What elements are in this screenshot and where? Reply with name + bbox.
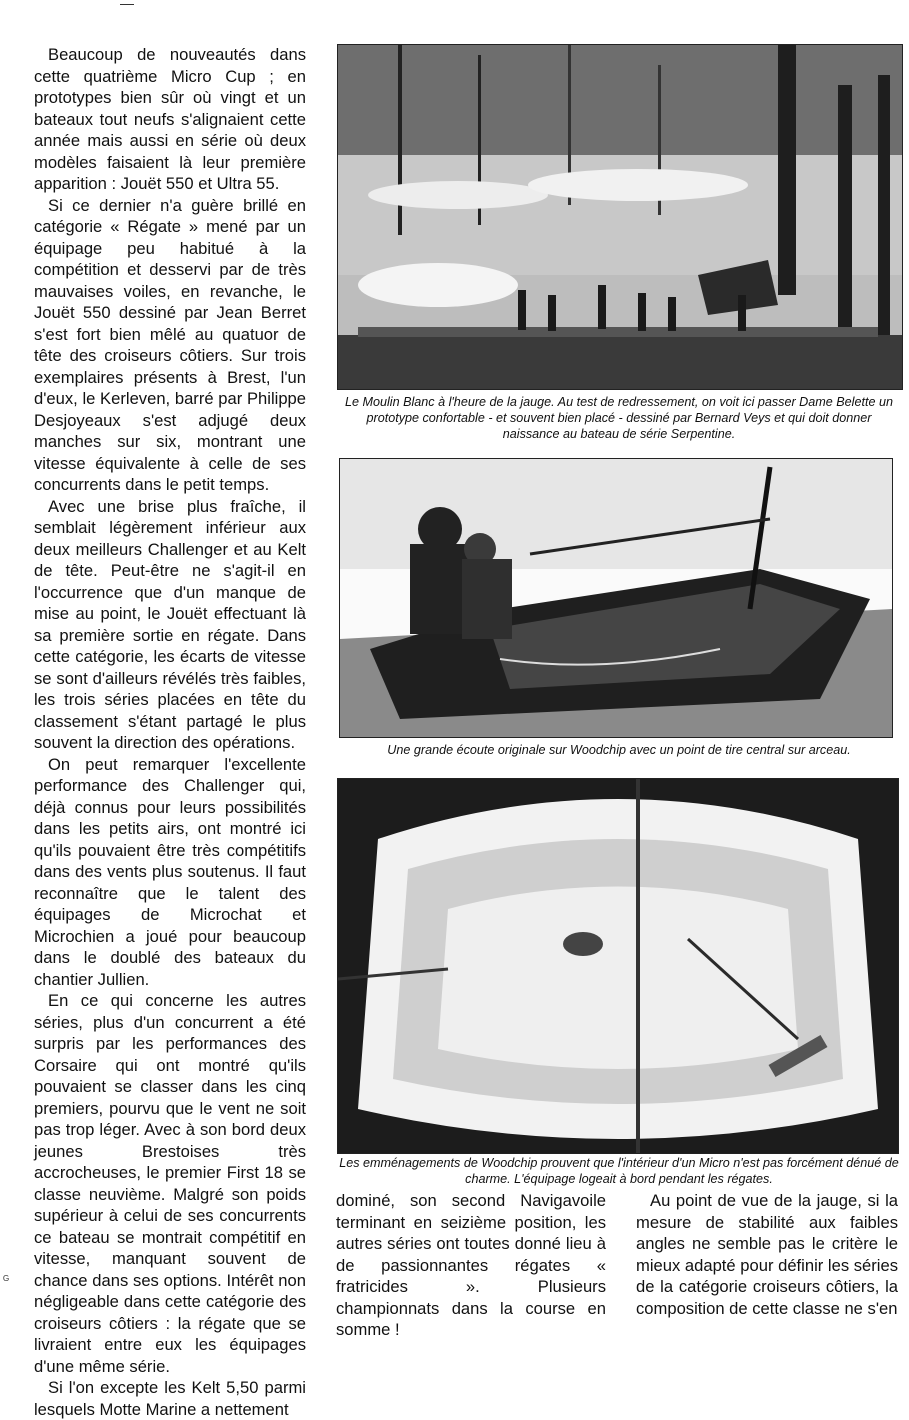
woodchip-interior-photo (337, 778, 899, 1154)
photo-caption: Les emménagements de Woodchip prouvent que l'intérieur d'un Micro n'est pas forcément dénué de charme. L'équipage logeait à bord pendant les régates. (339, 1156, 899, 1186)
right-bottom-text-column (636, 1190, 898, 1319)
page-edge-mark (120, 4, 134, 5)
paragraph: Si l'on excepte les Kelt 5,50 parmi lesquels Motte Marine a nettement (34, 1378, 306, 1419)
harbour-photo (337, 44, 903, 390)
photo-caption: Le Moulin Blanc à l'heure de la jauge. Au test de redressement, on voit ici passer Dame Belette un prototype confortable - et souvent bien placé - dessiné par Bernard Veys et qui doit donner naissance au bateau de série Serpentine. (345, 395, 893, 441)
paragraph: Au point de vue de la jauge, si la mesure de stabilité aux faibles angles ne semble pas le critère le mieux adapté pour définir les séries de la catégorie croiseurs côtiers, la composition de cette classe ne s'en (636, 1191, 898, 1318)
paragraph: Si ce dernier n'a guère brillé en catégorie « Régate » mené par un équipage peu habitué à la compétition et desservi par de très mauvaises voiles, en revanche, le Jouët 550 dessiné par Jean Berret s'est fort bien mêlé au quatuor de tête des croiseurs côtiers. Sur trois exemplaires présents à Brest, l'un d'eux, le Kerleven, barré par Philippe Desjoyeaux s'est adjugé deux manches sur six, montrant une vitesse équivalente à celle de ses concurrents dans le petit temps. (34, 195, 306, 494)
paragraph: En ce qui concerne les autres séries, plus d'un concurrent a été surpris par les performances des Corsaire qui ont montré qu'ils pouvaient se classer dans les cinq premiers, pourvu que le vent ne soit pas trop léger. Avec à son bord deux jeunes Brestoises très accrocheuses, le premier First 18 se classe neuvième. Malgré son poids supérieur à celui de ses concurrents ce bateau se montrait compétitif en vitesse, manquant souvent de chance dans ses options. Intérêt non négligeable dans cette catégorie des croiseurs côtiers : la régate que se livraient entre eux les équipages d'une même série. (34, 991, 306, 1376)
left-text-column (34, 44, 306, 1420)
margin-mark: ᴳ (3, 1273, 9, 1287)
paragraph: Avec une brise plus fraîche, il semblait légèrement inférieur aux deux meilleurs Challenger et au Kelt de tête. Peut-être ne s'agit-il en l'occurrence que d'un manque de mise au point, le Jouët effectuant là sa première sortie en régate. Dans cette catégorie, les écarts de vitesse se sont d'ailleurs révélés très faibles, les trois séries placées en tête du classement s'étant partagé le plus souvent la direction des opérations. (34, 496, 306, 752)
paragraph: dominé, son second Navigavoile terminant en seizième position, les autres séries ont toutes donné lieu à de passionnantes régates « fratricides ». Plusieurs championnats dans la course en somme ! (336, 1191, 606, 1339)
paragraph: On peut remarquer l'excellente performance des Challenger qui, déjà connus pour leurs possibilités dans les petits airs, ont montré ici qu'ils pouvaient être très compétitifs dans des vents plus soutenus. Il faut reconnaître que le talent des équipages de Microchat et Microchien a joué pour beaucoup dans le doublé des bateaux du chantier Jullien. (34, 754, 306, 989)
woodchip-sailing-photo (339, 458, 893, 738)
paragraph: Beaucoup de nouveautés dans cette quatrième Micro Cup ; en prototypes bien sûr où vingt et un bateaux tout neufs s'alignaient cette année mais aussi en série où deux modèles faisaient là leur première apparition : Jouët 550 et Ultra 55. (34, 45, 306, 193)
middle-bottom-text-column (336, 1190, 606, 1341)
photo-caption: Une grande écoute originale sur Woodchip avec un point de tire central sur arceau. (387, 743, 851, 757)
